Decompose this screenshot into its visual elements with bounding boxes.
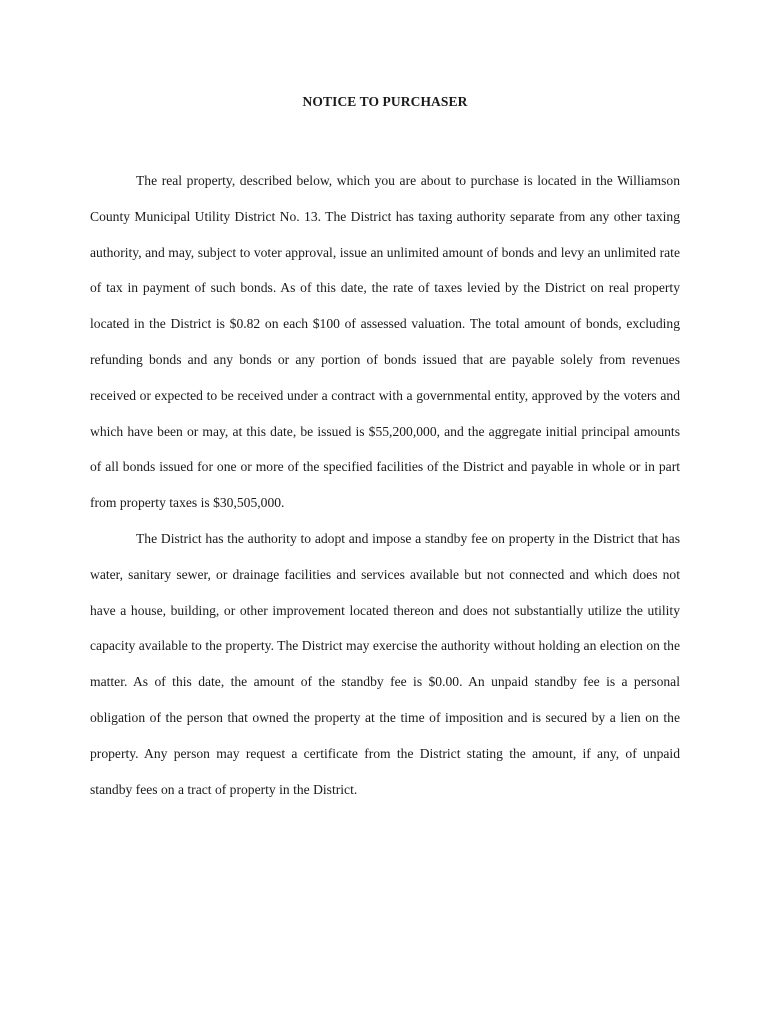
document-body [90, 163, 680, 807]
paragraph-standby-fee: The District has the authority to adopt and impose a standby fee on property in the District that has water, sanitary sewer, or drainage facilities and services available but not connected and which does not have a house, building, or other improvement located thereon and does not substantially utilize the utility capacity available to the property. The District may exercise the authority without holding an election on the matter. As of this date, the amount of the standby fee is $0.00. An unpaid standby fee is a personal obligation of the person that owned the property at the time of imposition and is secured by a lien on the property. Any person may request a certificate from the District stating the amount, if any, of unpaid standby fees on a tract of property in the District. [90, 530, 680, 797]
paragraph-tax-and-bonds: The real property, described below, which you are about to purchase is located in the Williamson County Municipal Utility District No. 13. The District has taxing authority separate from any other taxing authority, and may, subject to voter approval, issue an unlimited amount of bonds and levy an unlimited rate of tax in payment of such bonds. As of this date, the rate of taxes levied by the District on real property located in the District is $0.82 on each $100 of assessed valuation. The total amount of bonds, excluding refunding bonds and any bonds or any portion of bonds issued that are payable solely from revenues received or expected to be received under a contract with a governmental entity, approved by the voters and which have been or may, at this date, be issued is $55,200,000, and the aggregate initial principal amounts of all bonds issued for one or more of the specified facilities of the District and payable in whole or in part from property taxes is $30,505,000. [90, 173, 680, 511]
document-title: NOTICE TO PURCHASER [302, 94, 468, 109]
